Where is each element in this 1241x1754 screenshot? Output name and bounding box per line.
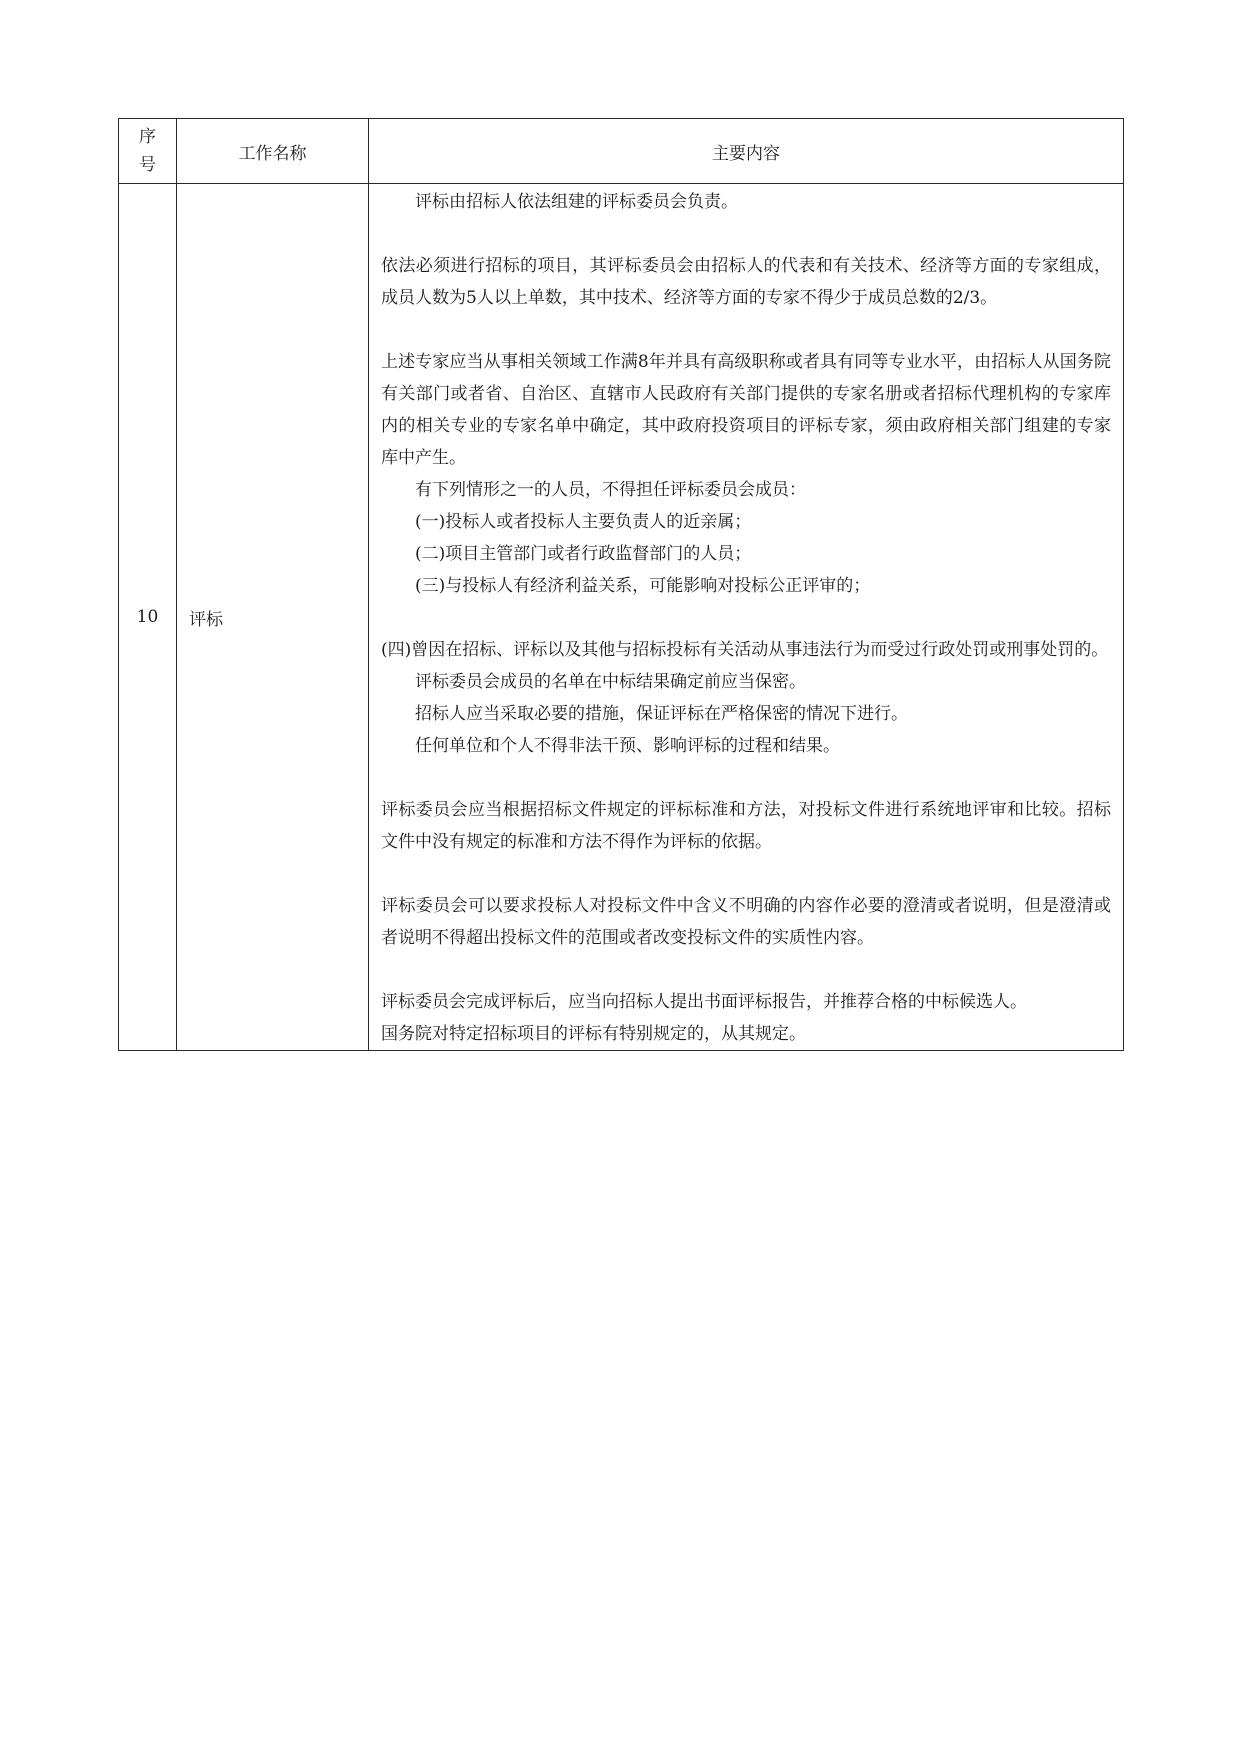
content-paragraphs: [381, 186, 1111, 1050]
header-seq: [119, 119, 177, 184]
content-paragraph: 依法必须进行招标的项目，其评标委员会由招标人的代表和有关技术、经济等方面的专家组成，成员人数为5人以上单数，其中技术、经济等方面的专家不得少于成员总数的2/3。: [381, 256, 1111, 308]
content-paragraph: (一)投标人或者投标人主要负责人的近亲属；: [415, 512, 752, 532]
header-work-name: 工作名称: [177, 119, 369, 184]
content-paragraph: 上述专家应当从事相关领域工作满8年并具有高级职称或者具有同等专业水平，由招标人从国务院有关部门或者省、自治区、直辖市人民政府有关部门提供的专家名册或者招标代理机构的专家库内的相关专业的专家名单中确定，其中政府投资项目的评标专家，须由政府相关部门组建的专家库中产生。: [381, 352, 1111, 468]
content-paragraph: (四)曾因在招标、评标以及其他与招标投标有关活动从事违法行为而受过行政处罚或刑事处罚的。: [381, 640, 1109, 660]
content-paragraph: 评标委员会应当根据招标文件规定的评标标准和方法，对投标文件进行系统地评审和比较。招标文件中没有规定的标准和方法不得作为评标的依据。: [381, 800, 1111, 852]
row-work-name: 评标: [177, 184, 369, 1051]
header-seq-line2: 号: [139, 155, 156, 175]
table-row: [119, 184, 1124, 1051]
content-paragraph: 有下列情形之一的人员，不得担任评标委员会成员：: [415, 480, 806, 500]
row-seq-number: 10: [119, 184, 177, 1051]
row-main-content: [369, 184, 1124, 1051]
content-paragraph: 评标委员会成员的名单在中标结果确定前应当保密。: [415, 672, 806, 692]
header-seq-line1: 序: [139, 127, 156, 147]
content-paragraph: 评标委员会可以要求投标人对投标文件中含义不明确的内容作必要的澄清或者说明，但是澄清或者说明不得超出投标文件的范围或者改变投标文件的实质性内容。: [381, 896, 1111, 948]
header-main-content: 主要内容: [369, 119, 1124, 184]
work-content-table: [118, 118, 1124, 1051]
content-paragraph: 任何单位和个人不得非法干预、影响评标的过程和结果。: [415, 736, 840, 756]
content-paragraph: 国务院对特定招标项目的评标有特别规定的，从其规定。: [381, 1024, 806, 1044]
content-paragraph: (二)项目主管部门或者行政监督部门的人员；: [415, 544, 752, 564]
content-paragraph: 评标由招标人依法组建的评标委员会负责。: [415, 192, 738, 212]
content-paragraph: 评标委员会完成评标后，应当向招标人提出书面评标报告，并推荐合格的中标候选人。: [381, 992, 1027, 1012]
content-paragraph: 招标人应当采取必要的措施，保证评标在严格保密的情况下进行。: [415, 704, 908, 724]
table-header-row: [119, 119, 1124, 184]
content-paragraph: (三)与投标人有经济利益关系，可能影响对投标公正评审的；: [415, 576, 871, 596]
